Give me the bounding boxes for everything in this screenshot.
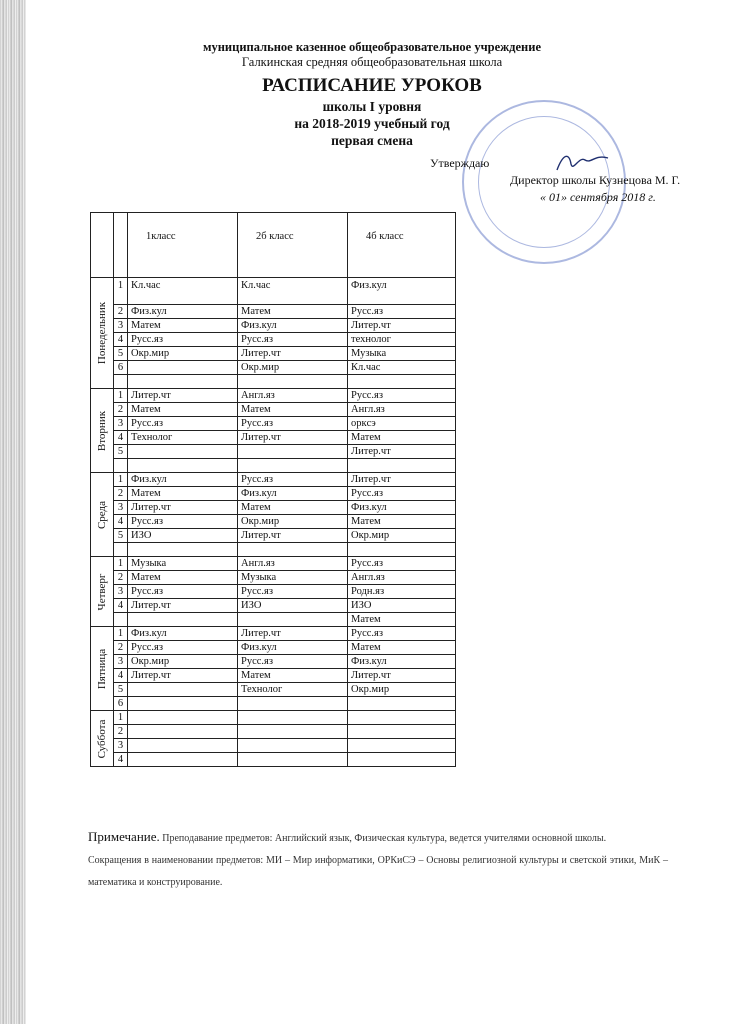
school-level: школы I уровня [322,99,422,114]
lesson-cell [348,739,456,753]
note-block [88,826,668,894]
table-row [91,515,456,529]
lesson-number: 3 [114,739,128,753]
lesson-cell: Технолог [128,431,238,445]
lesson-cell [238,445,348,459]
table-row [91,627,456,641]
column-header: 2б класс [238,213,348,278]
school-name: Галкинская средняя общеобразовательная школа [241,55,503,69]
lesson-cell: Кл.час [238,278,348,305]
lesson-cell: Музыка [128,557,238,571]
lesson-cell: Матем [348,613,456,627]
lesson-cell: Русс.яз [348,389,456,403]
lesson-cell [238,543,348,557]
lesson-number: 1 [114,389,128,403]
lesson-cell [128,683,238,697]
scan-edge [0,0,26,1024]
director-name: Директор школы Кузнецова М. Г. [510,173,681,187]
note-text: Преподавание предметов: Английский язык, Физическая культура, ведется учителями основной школы. [162,833,607,844]
lesson-cell: Литер.чт [238,347,348,361]
lesson-number: 1 [114,473,128,487]
lesson-cell: Русс.яз [238,333,348,347]
lesson-number: 4 [114,669,128,683]
lesson-number: 4 [114,515,128,529]
lesson-cell [128,445,238,459]
lesson-cell: Окр.мир [238,515,348,529]
lesson-cell: Русс.яз [128,515,238,529]
lesson-cell [128,753,238,767]
lesson-cell [238,613,348,627]
header-blank [91,213,114,278]
lesson-number: 5 [114,683,128,697]
lesson-number: 4 [114,753,128,767]
lesson-cell [348,753,456,767]
lesson-cell [128,725,238,739]
day-label [91,711,114,767]
table-row [91,753,456,767]
lesson-cell: Окр.мир [128,655,238,669]
lesson-cell: Русс.яз [348,627,456,641]
lesson-cell: Литер.чт [238,627,348,641]
lesson-number [114,375,128,389]
lesson-cell: Физ.кул [238,641,348,655]
lesson-cell [128,459,238,473]
lesson-cell: Родн.яз [348,585,456,599]
table-row [91,613,456,627]
table-row [91,389,456,403]
lesson-cell: Литер.чт [128,501,238,515]
lesson-cell: Окр.мир [238,361,348,375]
lesson-number: 4 [114,333,128,347]
lesson-number: 2 [114,403,128,417]
day-label [91,389,114,473]
lesson-cell [348,697,456,711]
lesson-cell: Русс.яз [238,473,348,487]
table-row [91,697,456,711]
lesson-cell: Музыка [238,571,348,585]
lesson-cell: Литер.чт [348,473,456,487]
day-label [91,627,114,711]
lesson-cell: Окр.мир [128,347,238,361]
lesson-number: 2 [114,571,128,585]
lesson-cell: Физ.кул [238,319,348,333]
table-row [91,278,456,305]
table-row [91,459,456,473]
lesson-cell: Матем [348,431,456,445]
lesson-cell: Технолог [238,683,348,697]
lesson-cell: Музыка [348,347,456,361]
lesson-cell: Литер.чт [238,431,348,445]
lesson-number: 1 [114,557,128,571]
approval-block [430,155,690,206]
table-row [91,445,456,459]
lesson-number: 3 [114,501,128,515]
lesson-cell: Физ.кул [348,655,456,669]
column-header: 4б класс [348,213,456,278]
lesson-cell [238,375,348,389]
table-row [91,305,456,319]
table-row [91,319,456,333]
lesson-cell: Англ.яз [238,557,348,571]
lesson-number: 5 [114,445,128,459]
lesson-cell: Матем [348,515,456,529]
lesson-cell [238,697,348,711]
day-label [91,557,114,627]
lesson-number [114,613,128,627]
day-name: Понедельник [96,301,108,365]
lesson-cell [238,725,348,739]
lesson-cell: Матем [128,403,238,417]
lesson-number: 2 [114,725,128,739]
table-row [91,599,456,613]
lesson-number: 1 [114,711,128,725]
table-row [91,333,456,347]
shift: первая смена [331,133,413,148]
day-label [91,473,114,557]
lesson-cell: Англ.яз [348,403,456,417]
lesson-number: 1 [114,627,128,641]
lesson-number: 2 [114,305,128,319]
header-blank [114,213,128,278]
day-name: Четверг [96,573,108,610]
lesson-cell: Русс.яз [238,585,348,599]
table-row [91,655,456,669]
lesson-cell: оркcэ [348,417,456,431]
table-row [91,473,456,487]
lesson-cell: Матем [128,319,238,333]
table-row [91,669,456,683]
lesson-cell: Физ.кул [128,627,238,641]
lesson-cell: Кл.час [348,361,456,375]
lesson-number: 2 [114,487,128,501]
lesson-cell: Матем [238,305,348,319]
lesson-cell: Кл.час [128,278,238,305]
table-row [91,543,456,557]
lesson-cell [128,613,238,627]
lesson-cell [238,711,348,725]
lesson-cell [128,739,238,753]
lesson-cell: Матем [128,487,238,501]
lesson-number: 5 [114,347,128,361]
lesson-cell: ИЗО [238,599,348,613]
approval-word: Утверждаю [430,156,490,170]
lesson-cell: Англ.яз [238,389,348,403]
lesson-cell: Литер.чт [348,445,456,459]
lesson-cell [238,459,348,473]
lesson-cell: Матем [348,641,456,655]
lesson-cell: Русс.яз [238,655,348,669]
lesson-cell: Окр.мир [348,683,456,697]
lesson-number [114,459,128,473]
lesson-cell: Русс.яз [128,585,238,599]
document-header [0,40,744,149]
lesson-cell [238,753,348,767]
table-row [91,375,456,389]
table-row [91,487,456,501]
table-row [91,501,456,515]
note-label: Примечание. [88,829,160,844]
table-row [91,431,456,445]
lesson-cell: Физ.кул [348,278,456,305]
lesson-cell: Окр.мир [348,529,456,543]
lesson-number: 3 [114,417,128,431]
school-year: на 2018-2019 учебный год [294,116,450,131]
lesson-cell [128,697,238,711]
lesson-cell: ИЗО [128,529,238,543]
table-row [91,361,456,375]
lesson-cell: Физ.кул [128,305,238,319]
day-name: Среда [96,500,108,529]
schedule-table [90,212,456,767]
table-row [91,725,456,739]
table-row [91,683,456,697]
lesson-cell: Русс.яз [348,557,456,571]
lesson-number: 6 [114,361,128,375]
lesson-cell [348,375,456,389]
lesson-cell: Русс.яз [348,305,456,319]
lesson-cell: Русс.яз [128,417,238,431]
lesson-cell: Литер.чт [128,599,238,613]
lesson-cell: Литер.чт [128,389,238,403]
lesson-cell [128,361,238,375]
table-row [91,711,456,725]
lesson-cell [128,375,238,389]
table-row [91,417,456,431]
schedule-header-row [91,213,456,278]
table-row [91,557,456,571]
lesson-cell [348,543,456,557]
table-row [91,739,456,753]
lesson-number: 1 [114,278,128,305]
column-header: 1класс [128,213,238,278]
lesson-number: 5 [114,529,128,543]
lesson-cell: Русс.яз [128,333,238,347]
lesson-cell [348,725,456,739]
lesson-number: 3 [114,655,128,669]
lesson-cell: Матем [238,403,348,417]
lesson-number: 3 [114,319,128,333]
lesson-cell: Литер.чт [128,669,238,683]
lesson-cell: Русс.яз [238,417,348,431]
day-label [91,278,114,389]
lesson-number: 4 [114,599,128,613]
lesson-number: 3 [114,585,128,599]
lesson-cell: Литер.чт [238,529,348,543]
lesson-number: 4 [114,431,128,445]
lesson-number: 2 [114,641,128,655]
lesson-cell [348,711,456,725]
table-row [91,585,456,599]
abbreviations-text: Сокращения в наименовании предметов: МИ – Мир информатики, ОРКиСЭ – Основы религиозной культуры и светской этики, МиК – математика и конструирование. [88,855,668,888]
lesson-cell: Матем [238,669,348,683]
lesson-cell: Литер.чт [348,319,456,333]
lesson-cell: Литер.чт [348,669,456,683]
table-row [91,347,456,361]
institution-line: муниципальное казенное общеобразовательное учреждение [202,40,542,54]
table-row [91,641,456,655]
lesson-cell: ИЗО [348,599,456,613]
lesson-cell: Физ.кул [238,487,348,501]
page-title: РАСПИСАНИЕ УРОКОВ [262,75,482,96]
table-row [91,529,456,543]
table-row [91,571,456,585]
day-name: Пятница [96,648,108,689]
lesson-number: 6 [114,697,128,711]
lesson-cell [128,711,238,725]
lesson-cell: Русс.яз [128,641,238,655]
lesson-cell: Англ.яз [348,571,456,585]
lesson-cell: Физ.кул [128,473,238,487]
lesson-cell [348,459,456,473]
lesson-cell: технолог [348,333,456,347]
day-name: Суббота [96,719,108,758]
lesson-cell: Матем [238,501,348,515]
lesson-cell: Физ.кул [348,501,456,515]
lesson-cell: Матем [128,571,238,585]
day-name: Вторник [96,410,108,451]
lesson-cell [238,739,348,753]
lesson-number [114,543,128,557]
lesson-cell [128,543,238,557]
lesson-cell: Русс.яз [348,487,456,501]
approval-date: « 01» сентября 2018 г. [540,190,656,204]
table-row [91,403,456,417]
